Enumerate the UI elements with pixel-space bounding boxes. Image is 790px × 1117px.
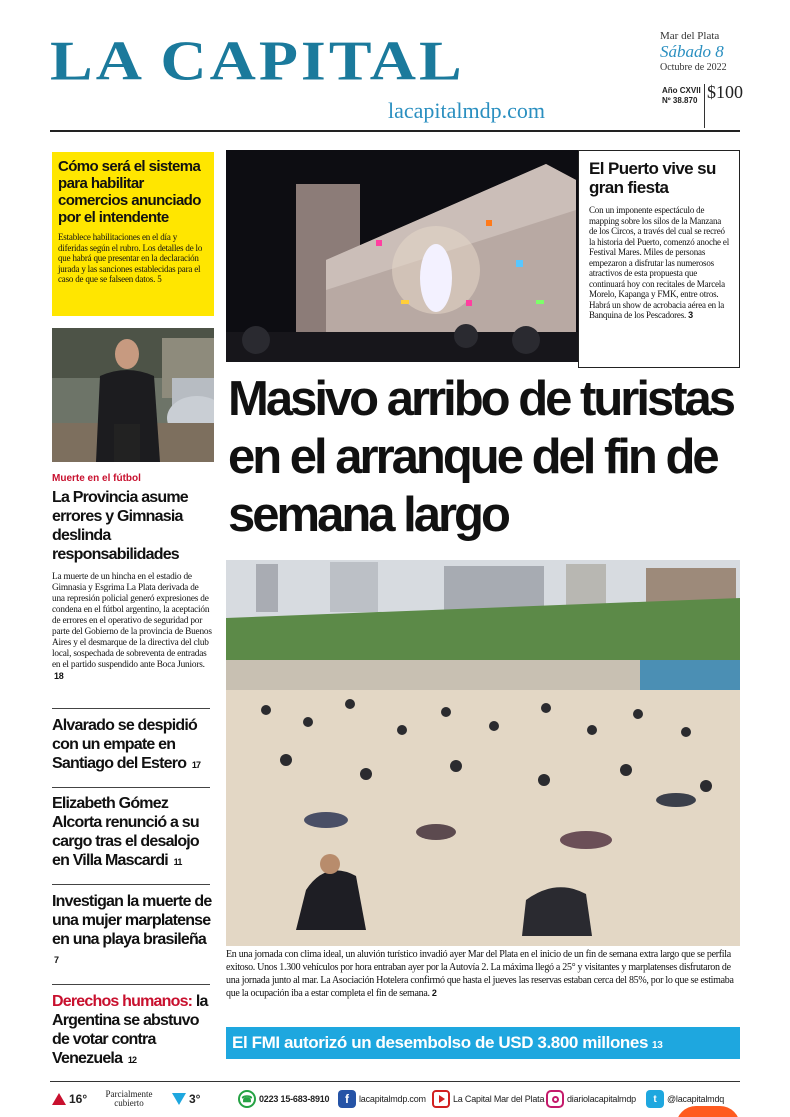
temp-min-value: 3° [189, 1092, 201, 1106]
photo-festival [226, 150, 578, 362]
youtube-icon [432, 1090, 450, 1108]
photo-man-image [52, 328, 214, 462]
masthead [50, 28, 742, 128]
gomez-headline-text: Elizabeth Gómez Alcorta renunció a su cargo tras el desalojo en Villa Mascardi [52, 795, 199, 869]
main-caption-text: En una jornada con clima ideal, un aluvión turístico invadió ayer Mar del Plata en el inicio de un fin de semana extra largo que se perfila exitoso. Unos 1.300 vehículos por hora entraban ayer por la Autovía 2. La máxima llegó a 25° y visitantes y marplatenses disfrutaron de una jornada junto al mar. La Asociación Hotelera confirmó que hasta el jueves las reservas estaban cerca del 85%, por lo que se estimaba que la ocupación iba a estar completa el fin de semana. [226, 949, 734, 999]
fmi-headline: El FMI autorizó un desembolso de USD 3.800 millones [232, 1033, 649, 1052]
futbol-headline: La Provincia asume errores y Gimnasia deslinda responsabilidades [52, 489, 188, 563]
bottom-rule [50, 1081, 740, 1082]
temp-max-value: 16° [69, 1092, 88, 1106]
divider [52, 984, 210, 985]
page-ref: 18 [54, 671, 64, 681]
weather-text: Parcialmente cubierto [105, 1089, 153, 1108]
whatsapp-contact[interactable] [238, 1088, 329, 1110]
arrow-up-icon [52, 1093, 66, 1105]
edition-city: Mar del Plata [660, 30, 720, 42]
futbol-kicker: Muerte en el fútbol [52, 473, 141, 484]
main-headline[interactable]: Masivo arribo de turistas en el arranque del fin de semana largo [228, 372, 734, 542]
instagram-text: diariolacapitalmdp [567, 1094, 636, 1104]
youtube-text: La Capital Mar del Plata [453, 1094, 545, 1104]
yellow-story[interactable] [52, 152, 214, 316]
photo-man [52, 328, 214, 462]
page-ref: 12 [127, 1055, 137, 1065]
divider [52, 787, 210, 788]
main-caption [226, 948, 740, 1000]
investigan-headline-text: Investigan la muerte de una mujer marplatense en una playa brasileña [52, 893, 212, 948]
fmi-banner[interactable] [226, 1027, 740, 1059]
twitter-icon: t [646, 1090, 664, 1108]
gomez-story[interactable] [52, 794, 212, 872]
puerto-headline: El Puerto vive su gran fiesta [589, 159, 716, 197]
alvarado-story[interactable] [52, 716, 212, 775]
alvarado-headline [52, 716, 212, 775]
yellow-body-text: Establece habilitaciones en el día y diferidas según el rubro. Los detalles de lo que habrá que presentar en la declaración jurada y las sanciones establecidas para el caso de que se falseen datos. [58, 232, 203, 284]
page-ref: 11 [173, 857, 182, 867]
divider [52, 884, 210, 885]
photo-beach [226, 560, 740, 946]
investigan-headline [52, 892, 212, 970]
twitter-text: @lacapitalmdq [667, 1094, 725, 1104]
temp-min [172, 1088, 200, 1110]
page-ref: 5 [157, 274, 162, 284]
yellow-headline: Cómo será el sistema para habilitar comercios anunciado por el intendente [58, 158, 201, 226]
puerto-body [589, 205, 729, 321]
facebook-link[interactable] [338, 1088, 426, 1110]
price: $100 [707, 82, 743, 102]
page-ref: 3 [688, 310, 693, 320]
divider [52, 708, 210, 709]
investigan-story[interactable] [52, 892, 212, 970]
derechos-headline-text: la Argentina se abstuvo de votar contra Venezuela [52, 993, 208, 1067]
site-url[interactable]: lacapitalmdp.com [388, 98, 545, 123]
facebook-icon: f [338, 1090, 356, 1108]
puerto-body-text: Con un imponente espectáculo de mapping sobre los silos de la Manzana de los Circos, a través del cual se recreó la historia del Puerto, comenzó anoche el Festival Mares. Miles de personas empezaron a disfrutar las numerosos atractivos de esta propuesta que continuará hoy con recitales de Marcela Morelo, Kapanga y FMK, entre otros. Habrá un show de acrobacia aérea en la Banquina de los Pescadores. [589, 205, 729, 320]
number-line: Nº 38.870 [662, 96, 698, 105]
youtube-link[interactable] [432, 1088, 544, 1110]
whatsapp-number: 0223 15-683-8910 [259, 1094, 330, 1104]
weather [100, 1088, 158, 1110]
futbol-body-text: La muerte de un hincha en el estadio de Gimnasia y Esgrima La Plata derivada de una represión policial generó expresiones de condena en el fútbol argentino, la aceptación de errores en el operativo de seguridad por parte del Gobierno de la provincia de Buenos Aires y el desmarque de la directiva del club local, sospechada de sobreventa de entradas en el partido suspendido ante Boca Juniors. [52, 572, 212, 670]
page-ref: 2 [431, 988, 437, 998]
yellow-body [58, 232, 208, 285]
edition-number [662, 86, 701, 106]
derechos-headline [52, 992, 212, 1070]
futbol-body [52, 572, 212, 683]
puerto-story[interactable] [578, 150, 740, 368]
logo: LA CAPITAL [50, 29, 465, 92]
edition-day: Sábado 8 [660, 42, 724, 61]
edition-month: Octubre de 2022 [660, 62, 727, 73]
top-rule [50, 130, 740, 132]
photo-festival-image [226, 150, 578, 362]
facebook-text: lacapitalmdp.com [359, 1094, 426, 1104]
photo-beach-image [226, 560, 740, 946]
page-ref: 13 [652, 1040, 663, 1051]
instagram-link[interactable] [546, 1088, 636, 1110]
page-ref: 7 [54, 955, 59, 965]
instagram-icon [546, 1090, 564, 1108]
futbol-story[interactable] [52, 488, 212, 683]
arrow-down-icon [172, 1093, 186, 1105]
year-line: Año CXVII [662, 86, 701, 95]
footer [50, 1088, 740, 1112]
divider [704, 84, 705, 128]
temp-max [52, 1088, 87, 1110]
derechos-kicker: Derechos humanos: [52, 993, 193, 1010]
page-ref: 17 [191, 760, 201, 770]
gomez-headline [52, 794, 212, 872]
whatsapp-icon: ☎ [238, 1090, 256, 1108]
derechos-story[interactable] [52, 992, 212, 1070]
alvarado-headline-text: Alvarado se despidió con un empate en Santiago del Estero [52, 717, 197, 772]
